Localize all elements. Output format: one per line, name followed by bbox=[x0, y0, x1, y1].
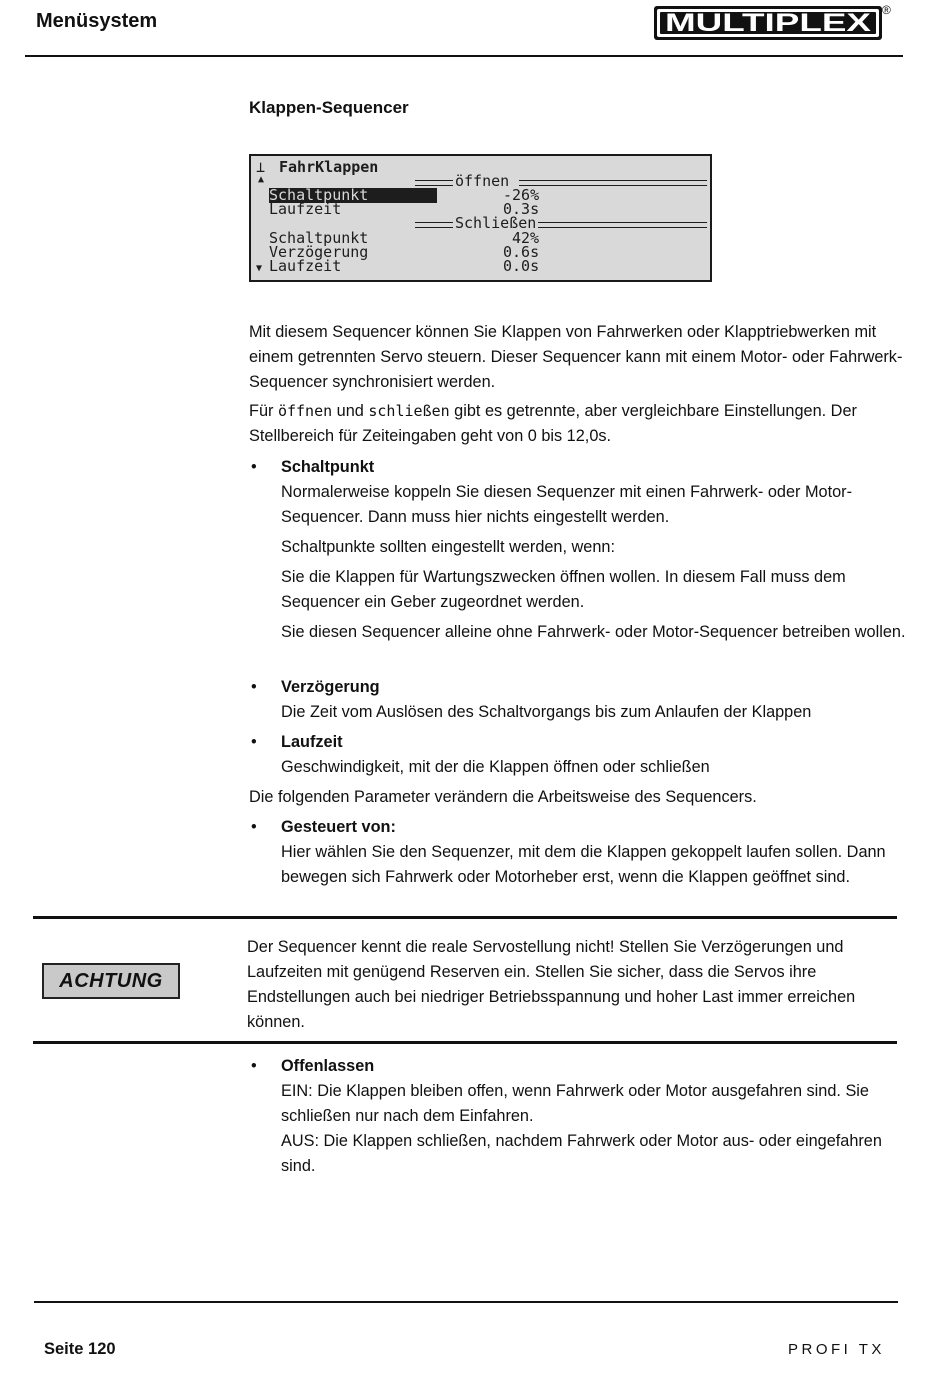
lcd-divider bbox=[538, 222, 707, 228]
bullet-title: Offenlassen bbox=[281, 1057, 375, 1075]
bullet-offenlassen bbox=[249, 1054, 909, 1179]
bullet-laufzeit bbox=[249, 730, 909, 780]
bullet-text: Geschwindigkeit, mit der die Klappen öffnen oder schließen bbox=[281, 758, 710, 776]
bullet-text: Schaltpunkte sollten eingestellt werden, wenn: bbox=[281, 538, 615, 556]
lcd-row4-value: 0.6s bbox=[503, 243, 540, 261]
lcd-group-open: öffnen bbox=[455, 172, 510, 190]
logo-text: MULTIPLEX bbox=[665, 9, 872, 37]
intro-code-open: öffnen bbox=[277, 402, 333, 420]
lcd-divider bbox=[415, 180, 453, 186]
lcd-display bbox=[249, 154, 712, 282]
intro-text: Mit diesem Sequencer können Sie Klappen von Fahrwerken oder Klapptriebwerken mit einem getrennten Servo steuern. Dieser Sequencer kann mit einem Motor- oder Fahrwerk-Sequencer synchronisiert werden. bbox=[249, 323, 903, 391]
footer-rule bbox=[34, 1301, 898, 1303]
lcd-row2-value: 0.3s bbox=[503, 200, 540, 218]
bullet-icon: • bbox=[251, 678, 257, 696]
warning-text: Der Sequencer kennt die reale Servostellung nicht! Stellen Sie Verzögerungen und Laufzeiten mit genügend Reserven ein. Stellen Sie sicher, dass die Servos ihre Endstellungen auch bei niedriger Betriebsspannung und hoher Last immer erreichen können. bbox=[247, 938, 856, 1031]
lcd-row2-label: Laufzeit bbox=[269, 200, 342, 218]
warning-rule-bottom bbox=[33, 1041, 897, 1044]
warning-rule-top bbox=[33, 916, 897, 919]
intro-paragraph-1 bbox=[249, 320, 909, 395]
bullet-text: Normalerweise koppeln Sie diesen Sequenzer mit einen Fahrwerk- oder Motor-Sequencer. Dann muss hier nichts eingestellt werden. bbox=[281, 483, 853, 526]
bullet-title: Schaltpunkt bbox=[281, 458, 375, 476]
bullet-icon: • bbox=[251, 733, 257, 751]
lcd-row5-label: Laufzeit bbox=[269, 257, 342, 275]
lcd-title: FahrKlappen bbox=[279, 158, 379, 176]
page-number: Seite 120 bbox=[44, 1340, 116, 1358]
lcd-scroll-up-icon: ▲ bbox=[258, 174, 265, 185]
intro-p2-pre: Für bbox=[249, 402, 278, 420]
bullet-verzoegerung bbox=[249, 675, 909, 725]
achtung-label: ACHTUNG bbox=[42, 963, 180, 999]
lcd-divider bbox=[415, 222, 453, 228]
bullet-icon: • bbox=[251, 458, 257, 476]
bullet-title: Gesteuert von: bbox=[281, 818, 396, 836]
bullet-schaltpunkt bbox=[249, 455, 909, 645]
bullet-icon: • bbox=[251, 1057, 257, 1075]
lcd-group-close: Schließen bbox=[455, 214, 537, 232]
params-intro: Die folgenden Parameter verändern die Arbeitsweise des Sequencers. bbox=[249, 788, 757, 806]
bullet-title: Verzögerung bbox=[281, 678, 380, 696]
bullet-text: Hier wählen Sie den Sequenzer, mit dem die Klappen gekoppelt laufen sollen. Dann bewegen sich Fahrwerk oder Motorheber erst, wenn die Klappen geöffnet sind. bbox=[281, 843, 886, 886]
intro-paragraph-2 bbox=[249, 399, 909, 449]
bullet-icon: • bbox=[251, 818, 257, 836]
lcd-row1-value: -26% bbox=[503, 186, 540, 204]
lcd-row4-label: Verzögerung bbox=[269, 243, 369, 261]
lcd-scroll-down-icon: ▼ bbox=[256, 263, 263, 274]
intro-p2-mid: und bbox=[332, 402, 369, 420]
product-name: PROFI TX bbox=[788, 1341, 885, 1358]
page-header-title: Menüsystem bbox=[36, 10, 158, 32]
lcd-row3-label: Schaltpunkt bbox=[269, 229, 369, 247]
registered-mark: ® bbox=[882, 3, 891, 17]
lcd-arrow-icon: ⊥ bbox=[256, 158, 266, 176]
lcd-divider bbox=[519, 180, 707, 186]
bullet-text: EIN: Die Klappen bleiben offen, wenn Fahrwerk oder Motor ausgefahren sind. Sie schließen nur nach dem Einfahren. bbox=[281, 1082, 869, 1125]
bullet-title: Laufzeit bbox=[281, 733, 343, 751]
lcd-row3-value: 42% bbox=[512, 229, 540, 247]
lcd-row5-value: 0.0s bbox=[503, 257, 540, 275]
intro-code-close: schließen bbox=[368, 402, 450, 420]
bullet-text: Sie diesen Sequencer alleine ohne Fahrwerk- oder Motor-Sequencer betreiben wollen. bbox=[281, 623, 906, 641]
lcd-row1-label: Schaltpunkt bbox=[269, 188, 437, 203]
intro-text-2 bbox=[249, 399, 909, 449]
header-rule bbox=[25, 55, 903, 57]
bullet-text: Die Zeit vom Auslösen des Schaltvorgangs bis zum Anlaufen der Klappen bbox=[281, 703, 812, 721]
section-title: Klappen-Sequencer bbox=[249, 98, 409, 117]
bullet-text: Sie die Klappen für Wartungszwecken öffnen wollen. In diesem Fall muss dem Sequencer ein Geber zugeordnet werden. bbox=[281, 568, 846, 611]
intro-p2-post: gibt es getrennte, aber vergleichbare Einstellungen. Der Stellbereich für Zeiteingaben geht von 0 bis 12,0s. bbox=[249, 402, 857, 445]
bullet-text: AUS: Die Klappen schließen, nachdem Fahrwerk oder Motor aus- oder eingefahren sind. bbox=[281, 1132, 882, 1175]
bullet-gesteuert-von bbox=[249, 815, 909, 890]
multiplex-logo bbox=[654, 6, 882, 40]
